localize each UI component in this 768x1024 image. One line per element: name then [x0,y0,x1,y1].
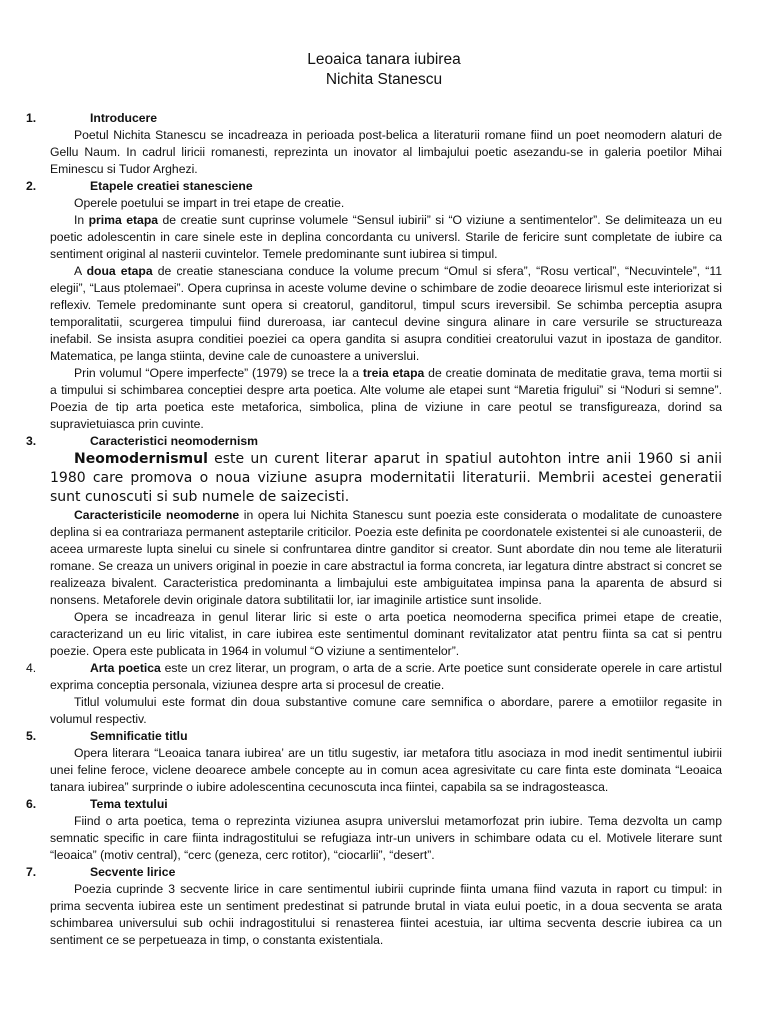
section-title: Introducere [90,111,158,125]
text-run: in opera lui Nichita Stanescu sunt poezia este considerata o modalitate de cunoastere deplina si ea contrariaza permanent asteptarile criticilor. Poezia este definita pe coordonatele existentei si ale cunoasterii, de aceea urmareste lupta sinelui cu sinele si confruntarea dintre ganditor si creator. Sunt abordate din nou teme ale literaturii romane. Se creaza un univers original in poezie in care abstractul ia forma concreta, iar legatura dintre abstract si concret se realizeaza bivalent. Caracteristica predominanta a limbajului este ambiguitatea impinsa pana la aparenta de absurd si nonsens. Metaforele devin originale datora subtilitatii lor, iar imaginile artistice sunt insolide. [50,508,722,607]
section-title: Secvente lirice [90,865,176,879]
section-semnificatie-titlu [26,728,722,796]
text-run: de creatie sunt cuprinse volumele “Sensul iubirii” si “O viziune a sentimentelor”. Se delimiteaza un eu poetic adolescentin in care sinele este in deplina concordanta cu universl. Starile de fericire sunt completate de iubire ca sentiment original al nasterii cuvintelor. Temele predominante sunt iubirea si timpul. [50,213,722,261]
text-run: este un curent literar aparut in spatiul autohton intre anii 1960 si anii 1980 care promova o noua viziune asupra modernitatii literaturii. Membrii acestei generatii sunt cunoscuti si sub numele de saizecisti. [50,451,722,505]
paragraph: Opera se incadreaza in genul literar liric si este o arta poetica neomoderna specifica primei etape de creatie, caracterizand un eu liric vitalist, in care iubirea este sentimentul dominant revitalizator atat pentru fiinta sa cat si pentru poezie. Opera este publicata in 1964 in volumul “O viziune a sentimentelor”. [50,610,722,658]
section-number: 4. [26,661,37,675]
section-introducere [26,110,722,178]
section-title: Semnificatie titlu [90,729,188,743]
paragraph: Fiind o arta poetica, tema o reprezinta viziunea asupra universlui metamorfozat prin iubire. Tema dezvolta un camp semnatic specific in care fiinta indragostitului se refugiaza intr-un univers in schimbare odata cu el. Motivele literare sunt “leoaica” (motiv central), “cerc (geneza, cerc rotitor), “ciocarlii”, “desert”. [50,814,722,862]
paragraph [50,365,722,433]
paragraph [50,507,722,609]
section-etapele-creatiei [26,178,722,433]
paragraph-large [50,450,722,507]
bold-term: doua etapa [86,264,153,278]
document-title: Leoaica tanara iubirea [307,51,461,68]
section-number: 2. [26,179,37,193]
section-number: 1. [26,111,37,125]
bold-term: Caracteristicile neomoderne [74,508,240,522]
title-block [0,50,768,90]
section-title: Etapele creatiei stanesciene [90,179,253,193]
section-heading [26,178,722,195]
section-arta-poetica [26,660,722,728]
text-run: Prin volumul “Opere imperfecte” (1979) se trece la a [74,366,363,380]
section-heading [26,110,722,127]
text-run: In [74,213,89,227]
paragraph: Operele poetului se impart in trei etape de creatie. [74,196,345,210]
section-heading [26,864,722,881]
text-run: este un crez literar, un program, o arta de a scrie. Arte poetice sunt considerate operele in care artistul exprima conceptia personala, viziunea despre arta si procesul de creatie. [50,661,722,692]
document-body [26,110,722,949]
document-author: Nichita Stanescu [325,71,443,88]
bold-term: Arta poetica [90,661,161,675]
text-run: de creatie dominata de meditatie grava, tema mortii si a timpului si schimbarea conceptiei despre arta poetica. Alte volume ale etapei sunt “Maretia frigului” si “Noduri si semne”. Poezia de tip arta poetica este metaforica, simbolica, plina de viziune in care peotul se transfigureaza, dorind sa supravietuiasca prin cuvinte. [50,366,722,431]
section-number: 3. [26,434,37,448]
paragraph: Opera literara “Leoaica tanara iubirea’ are un titlu sugestiv, iar metafora titlu asociaza in mod inedit sentimentul iubirii unei feline feroce, viclene deoarece ambele concepte au in comun acea agresivitate cu care finta este dominata “Leoaica tanara iubirea” surprinde o iubire adolescentina cecunoscuta inca fiintei, capabila sa se indragosteasca. [50,746,722,794]
paragraph [50,212,722,263]
section-heading [26,796,722,813]
section-tema-textului [26,796,722,864]
section-number: 6. [26,797,37,811]
section-number: 7. [26,865,37,879]
section-caracteristici-neomodernism [26,433,722,660]
bold-term: Neomodernismul [74,451,208,467]
paragraph [50,660,722,694]
paragraph: Poezia cuprinde 3 secvente lirice in care sentimentul iubirii cuprinde fiinta umana fiind vazuta in raport cu timpul: in prima secventa iubirea este un sentiment predestinat si patrunde brutal in viata eului poetic, in a doua secventa se arata schimbarea universului sub ochii indragostitului si renasterea fiintei acestuia, iar ultima secventa descrie iubirea ca un sentiment ce se perpetueaza in timp, o constanta existentiala. [50,882,722,947]
paragraph: Titlul volumului este format din doua substantive comune care semnifica o abordare, parere a emotiilor regasite in volumul respectiv. [50,695,722,726]
section-heading [26,433,722,450]
bold-term: prima etapa [88,213,159,227]
bold-term: treia etapa [362,366,425,380]
text-run: A [74,264,87,278]
section-heading [26,728,722,745]
paragraph: Poetul Nichita Stanescu se incadreaza in perioada post-belica a literaturii romane fiind un poet neomodern alaturi de Gellu Naum. In cadrul liricii romanesti, reprezinta un inovator al limbajului poetic asezandu-se in galeria poetilor Mihai Eminescu si Tudor Arghezi. [50,128,722,176]
paragraph [50,263,722,365]
section-secvente-lirice [26,864,722,949]
text-run: de creatie stanesciana conduce la volume precum “Omul si sfera”, “Rosu vertical”, “Necuvintele”, “11 elegii”, “Laus ptolemaei”. Opera cuprinsa in aceste volume devine o schimbare de zodie deoarece lirismul este interiorizat si reflexiv. Temele predominante sunt opera si creatorul, ganditorul, timpul scurs ireversibil. Se schimba perceptia asupra temporalitatii, scurgerea timpului fiind dureroasa, iar cantecul devine singura alinare in care versurile se structureaza inefabil. Se insista asupra conditiei poeziei ca opera gandita si asupra conditiei creatorului vazut in ipostaza de ganditor. Matematica, pe langa stiinta, devine cale de cunoastere a universlui. [50,264,722,363]
section-number: 5. [26,729,37,743]
section-title: Tema textului [90,797,168,811]
section-title: Caracteristici neomodernism [90,434,258,448]
